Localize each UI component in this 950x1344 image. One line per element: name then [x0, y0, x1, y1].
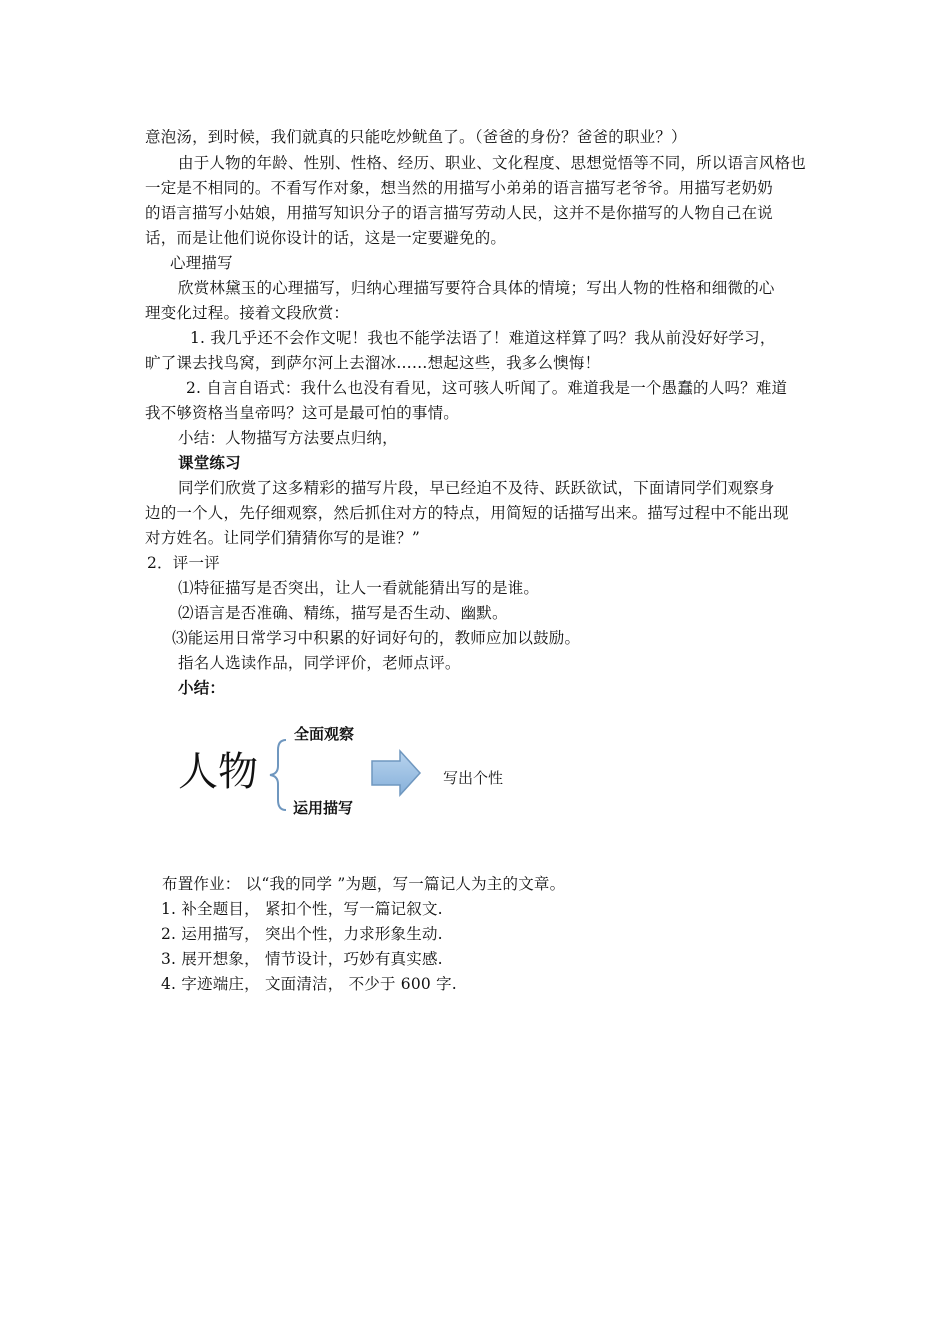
diagram-branch-bottom: 运用描写 [293, 799, 354, 817]
summary-line: 小结：人物描写方法要点归纳， [178, 429, 398, 447]
homework-item: 1. 补全题目， 紧扣个性，写一篇记叙文. [161, 900, 443, 918]
homework-title: 布置作业： 以“我的同学 ”为题，写一篇记人为主的文章。 [162, 875, 566, 893]
homework-item: 2. 运用描写， 突出个性，力求形象生动. [161, 925, 443, 943]
section-heading-practice: 课堂练习 [178, 454, 241, 472]
paragraph-line: 同学们欣赏了这多精彩的描写片段，早已经迫不及待、跃跃欲试，下面请同学们观察身 [178, 479, 775, 497]
summary-heading: 小结： [178, 679, 226, 697]
criteria-item: ⑶能运用日常学习中积累的好词好句的，教师应加以鼓励。 [172, 629, 581, 647]
criteria-item: ⑴特征描写是否突出，让人一看就能猜出写的是谁。 [178, 579, 540, 597]
paragraph-line: 一定是不相同的。不看写作对象，想当然的用描写小弟弟的语言描写老爷爷。用描写老奶奶 [145, 179, 774, 197]
homework-item: 4. 字迹端庄， 文面清洁， 不少于 600 字. [161, 975, 457, 993]
paragraph-line: 理变化过程。接着文段欣赏： [145, 304, 350, 322]
paragraph-line: 指名人选读作品，同学评价，老师点评。 [178, 654, 461, 672]
brace-icon [266, 738, 290, 812]
paragraph-line: 的语言描写小姑娘，用描写知识分子的语言描写劳动人民，这并不是你描写的人物自己在说 [145, 204, 774, 222]
criteria-item: ⑵语言是否准确、精练，描写是否生动、幽默。 [178, 604, 508, 622]
example-line: 旷了课去找鸟窝，到萨尔河上去溜冰……想起这些，我多么懊悔！ [145, 354, 601, 372]
diagram-subject: 人物 [178, 749, 258, 795]
paragraph-line: 欣赏林黛玉的心理描写，归纳心理描写要符合具体的情境；写出人物的性格和细微的心 [178, 279, 775, 297]
example-line: 2. 自言自语式：我什么也没有看见，这可骇人听闻了。难道我是一个愚蠢的人吗？难道 [186, 379, 788, 397]
example-line: 1. 我几乎还不会作文呢！我也不能学法语了！难道这样算了吗？我从前没好好学习， [190, 329, 776, 347]
paragraph-line: 话，而是让他们说你设计的话，这是一定要避免的。 [145, 229, 507, 247]
example-line: 我不够资格当皇帝吗？这可是最可怕的事情。 [145, 404, 460, 422]
section-heading-psychology: 心理描写 [170, 254, 233, 272]
section-heading-review: 2．评一评 [147, 554, 220, 572]
diagram-result: 写出个性 [443, 769, 504, 787]
paragraph-line: 意泡汤，到时候，我们就真的只能吃炒鱿鱼了。（爸爸的身份？爸爸的职业？） [145, 128, 687, 146]
homework-item: 3. 展开想象， 情节设计，巧妙有真实感. [161, 950, 443, 968]
right-arrow-icon [370, 749, 422, 797]
diagram-branch-top: 全面观察 [294, 725, 355, 743]
paragraph-line: 由于人物的年龄、性别、性格、经历、职业、文化程度、思想觉悟等不同，所以语言风格也 [178, 154, 807, 172]
paragraph-line: 对方姓名。让同学们猜猜你写的是谁？” [145, 529, 421, 547]
paragraph-line: 边的一个人，先仔细观察，然后抓住对方的特点，用简短的话描写出来。描写过程中不能出现 [145, 504, 789, 522]
